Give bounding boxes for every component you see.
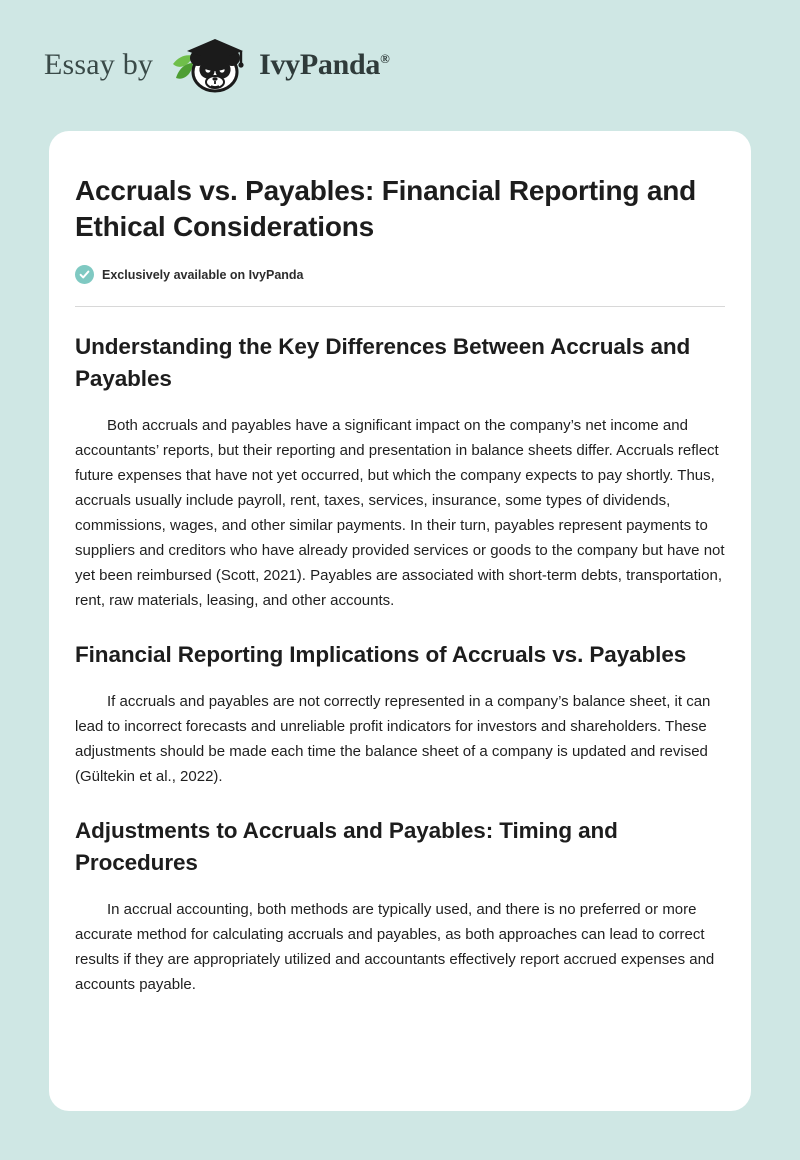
registered-mark: ® <box>380 51 390 66</box>
section-paragraph-2: If accruals and payables are not correctly represented in a company’s balance sheet, it can lead to incorrect forecasts and unreliable profit indicators for investors and shareholders. These adjustments should be made each time the balance sheet of a company is updated and revised (Gültekin et al., 2022). <box>75 693 711 785</box>
section-heading-2: Financial Reporting Implications of Accruals vs. Payables <box>75 642 687 667</box>
check-circle-icon <box>75 265 94 284</box>
badge-label: Exclusively available on IvyPanda <box>102 267 304 282</box>
site-header <box>0 0 800 90</box>
brand-name: IvyPanda® <box>259 48 390 81</box>
essay-by-label: Essay by <box>44 48 154 81</box>
brand-logo[interactable] <box>167 34 389 96</box>
section-paragraph-1: Both accruals and payables have a significant impact on the company’s net income and accountants’ reports, but their reporting and presentation in balance sheets differ. Accruals reflect future expenses that have not yet occurred, but which the company expects to pay shortly. Thus, accruals usually include payroll, rent, taxes, services, insurance, some types of dividends, commissions, wages, and other similar payments. In their turn, payables represent payments to suppliers and creditors who have already provided services or goods to the company but have not yet been reimbursed (Scott, 2021). Payables are associated with short-term debts, transportation, rent, raw materials, leasing, and other accounts. <box>75 417 725 609</box>
essay-card <box>49 131 751 1111</box>
title-divider <box>75 306 725 307</box>
exclusive-badge <box>75 265 725 284</box>
section-heading-3: Adjustments to Accruals and Payables: Timing and Procedures <box>75 818 618 875</box>
section-heading-1: Understanding the Key Differences Between Accruals and Payables <box>75 334 691 391</box>
panda-graduate-icon <box>167 34 253 96</box>
page-title: Accruals vs. Payables: Financial Reporting and Ethical Considerations <box>75 175 697 242</box>
section-paragraph-3: In accrual accounting, both methods are typically used, and there is no preferred or more accurate method for calculating accruals and payables, as both approaches can lead to correct results if they are appropriately utilized and accountants effectively report accrued expenses and accounts payable. <box>75 901 715 993</box>
